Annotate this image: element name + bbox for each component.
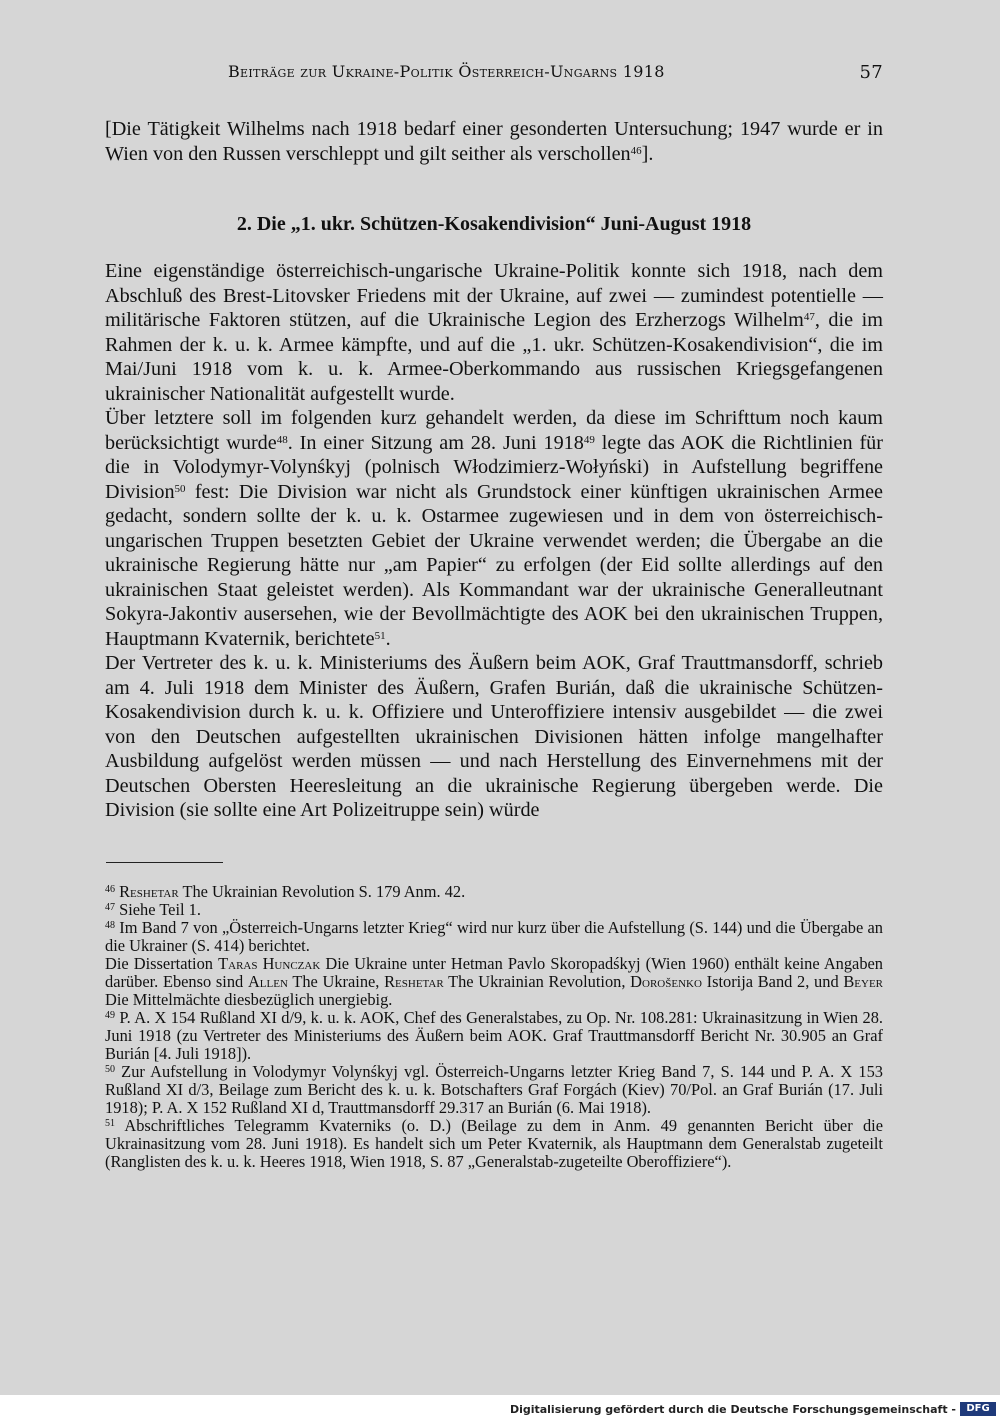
- paragraph-3: Der Vertreter des k. u. k. Ministeriums des Äußern beim AOK, Graf Trauttmansdorff, schrieb am 4. Juli 1918 dem Minister des Äußern, Grafen Burián, daß die ukrainische Schützen-Kosakendivision durch k. u. k. Offiziere und Unteroffiziere intensiv ausgebildet — die zwei von den Deutschen aufgestellten ukrainischen Divisionen hätten infolge mangelhafter Ausbildung aufgelöst werden müssen — und nach Herstellung des Einvernehmens mit der Deutschen Obersten Heeresleitung an die ukrainische Regierung übergeben werde. Die Division (sie sollte eine Art Polizeitruppe sein) würde: [105, 652, 883, 821]
- paragraph-1: [105, 259, 883, 406]
- paragraph-2: [105, 406, 883, 651]
- p1-text-a: Eine eigenständige österreichisch-ungarische Ukraine-Politik konnte sich 1918, nach dem Abschluß des Brest-Litovsker Friedens mit der Ukraine, auf zwei — zumindest potentielle — militärische Faktoren stützen, auf die Ukrainische Legion des Erzherzogs Wilhelm: [105, 260, 883, 331]
- footnote-ref-49: 49: [583, 433, 595, 446]
- footnote-text: Die Dissertation: [105, 954, 219, 973]
- author-name: Dorošenko: [630, 972, 702, 991]
- section-heading: 2. Die „1. ukr. Schützen-Kosakendivision“ Juni-August 1918: [236, 213, 752, 235]
- footnote-text: Abschriftliches Telegramm Kvaterniks (o. D.) (Beilage zu dem in Anm. 49 genannten Bericht über die Ukrainasitzung vom 28. Juni 1918). Es handelt sich um Peter Kvaternik, als Hauptmann dem Generalstab zugeteilt (Ranglisten des k. u. k. Heeres 1918, Wien 1918, S. 87 „Generalstab-zugeteilte Oberoffiziere“).: [105, 1116, 883, 1171]
- running-title: Beiträge zur Ukraine-Politik Österreich-Ungarns 1918: [228, 62, 665, 81]
- footnote-48-continued: [105, 955, 883, 1009]
- footnote-text: Siehe Teil 1.: [115, 900, 201, 919]
- page-number: 57: [859, 62, 883, 83]
- intro-text: [Die Tätigkeit Wilhelms nach 1918 bedarf einer gesonderten Untersuchung; 1947 wurde er in Wien von den Russen verschleppt und gilt seither als verschollen: [105, 118, 883, 165]
- footnote-46: [105, 883, 883, 901]
- author-name: Taras Hunczak: [218, 954, 321, 973]
- footnote-ref-47: 47: [803, 311, 815, 323]
- footnote-text: Istorija Band 2, und: [701, 972, 844, 991]
- footnote-50: [105, 1063, 883, 1117]
- p2-text-b: . In einer Sitzung am 28. Juni 1918: [287, 431, 584, 454]
- footnote-text: The Ukrainian Revolution S. 179 Anm. 42.: [178, 882, 466, 901]
- footnote-ref-48: 48: [276, 433, 288, 446]
- author-name: Allen: [247, 972, 288, 991]
- digitization-footer: [0, 1396, 1000, 1423]
- footnote-number: 47: [105, 902, 115, 913]
- footnote-49: [105, 1009, 883, 1063]
- footnote-47: [105, 901, 883, 919]
- p2-text-c: legte das AOK die Richtlinien für die in Volodymyr-Volynśkyj (polnisch Włodzimierz-Wołyński) in Aufstellung begriffene Division: [105, 431, 883, 503]
- footnote-text: The Ukrainian Revolution,: [443, 972, 631, 991]
- footnote-text: Im Band 7 von „Österreich-Ungarns letzter Krieg“ wird nur kurz über die Aufstellung (S. 144) und die Übergabe an die Ukrainer (S. 414) berichtet.: [105, 918, 883, 955]
- footnote-number: 46: [105, 884, 115, 895]
- footnote-ref-50: 50: [174, 482, 186, 495]
- footnote-text: P. A. X 154 Rußland XI d/9, k. u. k. AOK, Chef des Generalstabes, zu Op. Nr. 108.281: Ukrainasitzung in Wien 28. Juni 1918 (zu Vertreter des Ministeriums des Äußern beim AOK. Graf Trauttmansdorff Bericht Nr. 30.905 an Graf Burián [4. Juli 1918]).: [105, 1008, 883, 1063]
- footnote-48: [105, 919, 883, 955]
- main-text: [105, 259, 883, 823]
- footnote-ref-46: 46: [630, 144, 642, 157]
- author-name: Reshetar: [119, 882, 179, 901]
- author-name: Beyer: [843, 972, 883, 991]
- p2-text-a: Über letztere soll im folgenden kurz gehandelt werden, da diese im Schrifttum noch kaum berücksichtigt wurde: [105, 407, 883, 454]
- dfg-logo: DFG: [960, 1402, 996, 1416]
- footnote-number: 49: [105, 1010, 115, 1021]
- footnote-number: 50: [105, 1064, 115, 1075]
- p2-text-e: .: [385, 627, 391, 650]
- footnote-number: 48: [105, 920, 115, 931]
- p1-text-b: , die im Rahmen der k. u. k. Armee kämpfte, und auf die „1. ukr. Schützen-Kosakendivision“, die im Mai/Juni 1918 vom k. u. k. Armee-Oberkommando aus russischen Kriegsgefangenen ukrainischer Nationalität aufgestellt wurde.: [105, 309, 883, 405]
- footnote-ref-51: 51: [374, 629, 386, 642]
- footnote-51: [105, 1117, 883, 1171]
- intro-paragraph: [105, 117, 883, 166]
- footnote-text: Die Ukraine unter Hetman Pavlo Skoropadśkyj (Wien 1960) enthält keine Angaben darüber. Ebenso sind: [105, 954, 883, 991]
- footnote-divider: [106, 862, 223, 863]
- funding-note: Digitalisierung gefördert durch die Deutsche Forschungsgemeinschaft -: [509, 1403, 956, 1416]
- footnote-text: Die Mittelmächte diesbezüglich unergiebig.: [105, 990, 393, 1009]
- footnotes: [105, 883, 883, 1171]
- footnote-number: 51: [105, 1118, 115, 1129]
- intro-text-end: ].: [641, 142, 654, 165]
- footnote-text: Zur Aufstellung in Volodymyr Volynśkyj vgl. Österreich-Ungarns letzter Krieg Band 7, S. 144 und P. A. X 153 Rußland XI d/3, Beilage zum Bericht des k. u. k. Botschafters Graf Forgách (Kiev) 70/Pol. an Graf Burián (17. Juli 1918); P. A. X 152 Rußland XI d, Trauttmansdorff 29.317 an Burián (6. Mai 1918).: [105, 1062, 883, 1117]
- author-name: Reshetar: [384, 972, 444, 991]
- p2-text-d: fest: Die Division war nicht als Grundstock einer künftigen ukrainischen Armee gedacht, sondern sollte der k. u. k. Ostarmee zugewiesen und in dem von österreichisch-ungarischen Truppen besetzten Gebiet der Ukraine verwendet werden; die Übergabe an die ukrainische Regierung hätte nur „am Papier“ zu erfolgen (der Eid sollte allerdings auf den ukrainischen Staat geleistet werden). Als Kommandant war der ukrainische Generalleutnant Sokyra-Jakontiv ausersehen, wie der Bevollmächtigte des AOK bei den ukrainischen Truppen, Hauptmann Kvaternik, berichtete: [105, 480, 883, 650]
- footnote-text: The Ukraine,: [287, 972, 385, 991]
